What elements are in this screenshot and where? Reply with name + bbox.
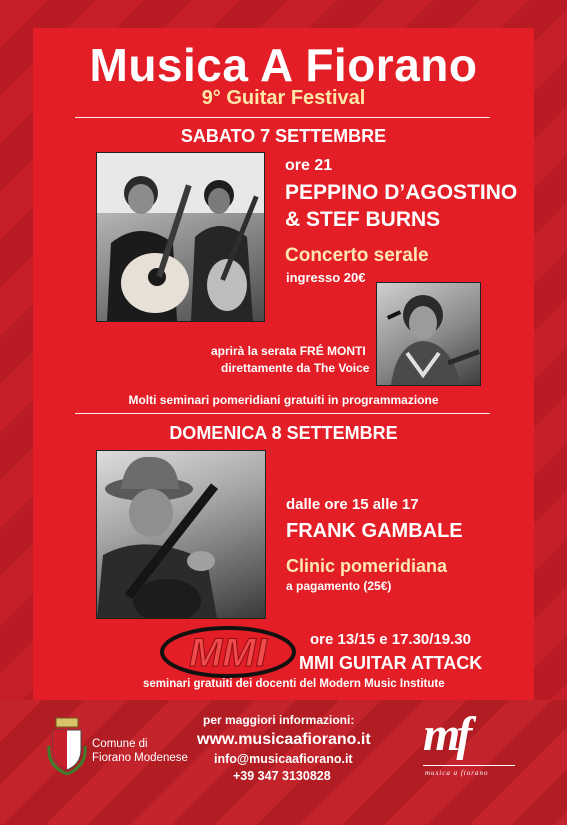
coat-of-arms-icon [47, 716, 87, 776]
sunday-entry: a pagamento (25€) [286, 579, 392, 593]
festival-subtitle: 9° Guitar Festival [201, 87, 366, 109]
saturday-artist-line1: PEPPINO D’AGOSTINO [285, 181, 518, 204]
festival-title: Musica A Fiorano [89, 39, 478, 91]
website-link[interactable]: www.musicaafiorano.it [197, 731, 371, 748]
mmi-title: MMI GUITAR ATTACK [299, 653, 483, 673]
saturday-date: SABATO 7 SETTEMBRE [180, 126, 387, 146]
saturday-artist-line2: & STEF BURNS [285, 208, 441, 231]
singer-illustration [377, 283, 480, 385]
saturday-seminars: Molti seminari pomeridiani gratuiti in programmazione [128, 393, 439, 407]
phone-number: +39 347 3130828 [233, 769, 331, 783]
saturday-entry: ingresso 20€ [286, 270, 366, 285]
guitarists-illustration [97, 153, 264, 321]
photo-fre-monti [376, 282, 481, 386]
sunday-time: dalle ore 15 alle 17 [286, 496, 419, 513]
opener-line1: aprirà la serata FRÉ MONTI [211, 344, 366, 358]
mmi-logo-text: MMI [189, 631, 267, 675]
comune-line1: Comune di [92, 738, 148, 750]
mmi-times: ore 13/15 e 17.30/19.30 [310, 631, 471, 648]
mmi-description: seminari gratuiti dei docenti del Modern Music Institute [143, 678, 445, 690]
sunday-date: DOMENICA 8 SETTEMBRE [169, 423, 398, 443]
guitarist-hat-illustration [97, 451, 265, 618]
saturday-event: Concerto serale [285, 245, 429, 266]
info-label: per maggiori informazioni: [203, 713, 355, 727]
saturday-time: ore 21 [285, 157, 333, 174]
photo-peppino-stef [96, 152, 265, 322]
opener-line2: direttamente da The Voice [221, 361, 370, 375]
sunday-event: Clinic pomeridiana [286, 556, 448, 576]
comune-line2: Fiorano Modenese [92, 752, 188, 764]
divider-top [75, 117, 490, 118]
photo-frank-gambale [96, 450, 266, 619]
logo-underline [423, 765, 515, 766]
sunday-artist: FRANK GAMBALE [286, 520, 463, 542]
mmi-logo [158, 624, 298, 680]
logo-letters: mf [423, 708, 469, 761]
logo-caption: musica a fiorano [425, 769, 489, 777]
musica-a-fiorano-logo [423, 708, 515, 781]
divider-middle [75, 413, 490, 414]
email-link[interactable]: info@musicaafiorano.it [214, 752, 353, 766]
